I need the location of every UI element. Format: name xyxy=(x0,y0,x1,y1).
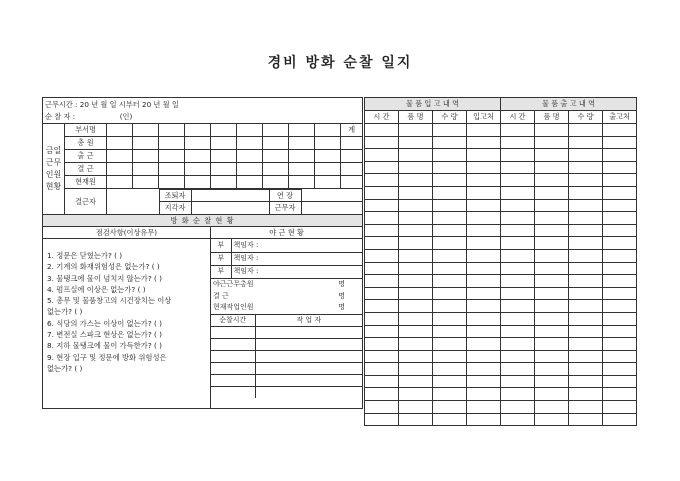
goods-cell[interactable] xyxy=(433,388,467,401)
goods-cell[interactable] xyxy=(535,413,569,426)
goods-cell[interactable] xyxy=(467,174,501,187)
check-item-5-cont[interactable]: 없는가? ( ) xyxy=(47,307,83,317)
goods-out-col-qty: 수 량 xyxy=(569,111,603,124)
goods-cell[interactable] xyxy=(535,199,569,212)
goods-cell[interactable] xyxy=(535,237,569,250)
goods-row xyxy=(365,136,637,149)
goods-row xyxy=(365,174,637,187)
absentee-label: 결근자 xyxy=(65,189,107,215)
late-label: 지각자 xyxy=(159,202,191,214)
goods-row xyxy=(365,249,637,262)
goods-cell[interactable] xyxy=(365,262,399,275)
goods-cell[interactable] xyxy=(535,212,569,225)
goods-cell[interactable] xyxy=(365,174,399,187)
goods-cell[interactable] xyxy=(399,401,433,414)
goods-cell[interactable] xyxy=(535,325,569,338)
goods-cell[interactable] xyxy=(467,287,501,300)
goods-cell[interactable] xyxy=(399,413,433,426)
goods-cell[interactable] xyxy=(569,401,603,414)
goods-cell[interactable] xyxy=(399,300,433,313)
goods-row xyxy=(365,401,637,414)
goods-cell[interactable] xyxy=(501,275,535,288)
goods-cell[interactable] xyxy=(433,275,467,288)
goods-cell[interactable] xyxy=(399,174,433,187)
goods-cell[interactable] xyxy=(399,325,433,338)
goods-cell[interactable] xyxy=(501,350,535,363)
goods-cell[interactable] xyxy=(467,136,501,149)
goods-in-col-item: 품 명 xyxy=(399,111,433,124)
goods-cell[interactable] xyxy=(433,350,467,363)
goods-cell[interactable] xyxy=(399,224,433,237)
goods-row xyxy=(365,363,637,376)
goods-cell[interactable] xyxy=(535,124,569,137)
goods-cell[interactable] xyxy=(467,199,501,212)
goods-cell[interactable] xyxy=(433,300,467,313)
check-item-1[interactable]: 1. 정문은 닫혔는가? ( ) xyxy=(47,251,123,260)
goods-cell[interactable] xyxy=(467,262,501,275)
goods-row xyxy=(365,413,637,426)
goods-row xyxy=(365,375,637,388)
goods-in-col-qty: 수 량 xyxy=(433,111,467,124)
goods-cell[interactable] xyxy=(501,287,535,300)
goods-cell[interactable] xyxy=(399,338,433,351)
goods-in-col-source: 입고처 xyxy=(467,111,501,124)
goods-cell[interactable] xyxy=(535,287,569,300)
goods-cell[interactable] xyxy=(433,149,467,162)
goods-cell[interactable] xyxy=(433,325,467,338)
goods-row xyxy=(365,161,637,174)
goods-out-col-dest: 출고처 xyxy=(603,111,637,124)
goods-cell[interactable] xyxy=(603,161,637,174)
goods-cell[interactable] xyxy=(535,363,569,376)
late-field[interactable] xyxy=(191,202,269,214)
goods-cell[interactable] xyxy=(467,212,501,225)
goods-cell[interactable] xyxy=(501,174,535,187)
goods-cell[interactable] xyxy=(535,262,569,275)
early-leave-label: 조퇴자 xyxy=(159,190,191,202)
goods-in-col-time: 시 간 xyxy=(365,111,399,124)
goods-cell[interactable] xyxy=(535,401,569,414)
goods-cell[interactable] xyxy=(603,312,637,325)
goods-cell[interactable] xyxy=(603,224,637,237)
night-current-unit: 명 xyxy=(321,302,362,314)
goods-cell[interactable] xyxy=(501,338,535,351)
goods-cell[interactable] xyxy=(603,149,637,162)
goods-cell[interactable] xyxy=(467,237,501,250)
checklist xyxy=(43,239,211,409)
night-manager-1[interactable]: 책임자 : xyxy=(231,239,362,252)
goods-cell[interactable] xyxy=(399,136,433,149)
goods-cell[interactable] xyxy=(399,161,433,174)
goods-cell[interactable] xyxy=(467,413,501,426)
goods-row xyxy=(365,338,637,351)
goods-cell[interactable] xyxy=(535,249,569,262)
on-duty-field[interactable] xyxy=(301,202,362,214)
goods-cell[interactable] xyxy=(433,262,467,275)
goods-cell[interactable] xyxy=(501,136,535,149)
goods-cell[interactable] xyxy=(569,224,603,237)
goods-cell[interactable] xyxy=(501,161,535,174)
night-dept-3: 부 xyxy=(211,265,231,278)
goods-table xyxy=(364,97,637,426)
goods-cell[interactable] xyxy=(535,186,569,199)
goods-cell[interactable] xyxy=(501,212,535,225)
goods-cell[interactable] xyxy=(433,249,467,262)
goods-cell[interactable] xyxy=(365,325,399,338)
goods-cell[interactable] xyxy=(399,388,433,401)
goods-cell[interactable] xyxy=(603,249,637,262)
night-dept-1: 부 xyxy=(211,239,231,252)
goods-cell[interactable] xyxy=(535,275,569,288)
night-dept-2: 부 xyxy=(211,252,231,265)
staff-row-current: 현재원 xyxy=(65,176,107,189)
goods-cell[interactable] xyxy=(365,237,399,250)
goods-cell[interactable] xyxy=(569,237,603,250)
goods-cell[interactable] xyxy=(365,338,399,351)
goods-cell[interactable] xyxy=(399,275,433,288)
goods-cell[interactable] xyxy=(365,363,399,376)
goods-cell[interactable] xyxy=(399,149,433,162)
goods-cell[interactable] xyxy=(603,401,637,414)
goods-cell[interactable] xyxy=(365,350,399,363)
goods-cell[interactable] xyxy=(433,186,467,199)
extended-label: 연 장 xyxy=(269,190,301,202)
goods-cell[interactable] xyxy=(603,350,637,363)
check-item-9[interactable]: 9. 현장 입구 및 정문에 방화 위험성은 xyxy=(47,352,167,362)
goods-cell[interactable] xyxy=(603,325,637,338)
goods-cell[interactable] xyxy=(535,312,569,325)
goods-cell[interactable] xyxy=(433,136,467,149)
goods-cell[interactable] xyxy=(603,388,637,401)
goods-out-col-time: 시 간 xyxy=(501,111,535,124)
goods-cell[interactable] xyxy=(433,174,467,187)
goods-cell[interactable] xyxy=(365,275,399,288)
goods-cell[interactable] xyxy=(433,401,467,414)
goods-row xyxy=(365,224,637,237)
goods-cell[interactable] xyxy=(365,249,399,262)
goods-cell[interactable] xyxy=(569,375,603,388)
goods-cell[interactable] xyxy=(603,136,637,149)
goods-cell[interactable] xyxy=(535,300,569,313)
goods-cell[interactable] xyxy=(603,287,637,300)
goods-cell[interactable] xyxy=(501,249,535,262)
goods-cell[interactable] xyxy=(535,224,569,237)
night-manager-2[interactable]: 책임자 : xyxy=(231,252,362,265)
goods-cell[interactable] xyxy=(535,375,569,388)
goods-cell[interactable] xyxy=(433,124,467,137)
goods-row xyxy=(365,312,637,325)
goods-cell[interactable] xyxy=(467,161,501,174)
goods-cell[interactable] xyxy=(467,275,501,288)
goods-cell[interactable] xyxy=(569,249,603,262)
goods-cell[interactable] xyxy=(467,124,501,137)
goods-cell[interactable] xyxy=(365,375,399,388)
goods-cell[interactable] xyxy=(399,237,433,250)
goods-cell[interactable] xyxy=(603,212,637,225)
goods-cell[interactable] xyxy=(569,287,603,300)
goods-cell[interactable] xyxy=(365,401,399,414)
night-manager-3[interactable]: 책임자 : xyxy=(231,265,362,278)
goods-cell[interactable] xyxy=(603,338,637,351)
goods-cell[interactable] xyxy=(365,287,399,300)
goods-row xyxy=(365,237,637,250)
night-current-label: 현재작업인원 xyxy=(211,302,321,314)
staff-status-label: 금일 근무 인원 현황 xyxy=(43,124,65,215)
goods-cell[interactable] xyxy=(399,186,433,199)
goods-cell[interactable] xyxy=(569,262,603,275)
on-duty-label: 근무자 xyxy=(269,202,301,214)
patroller-field[interactable] xyxy=(43,111,363,124)
night-total-label: 야근근무총원 xyxy=(213,279,254,288)
goods-cell[interactable] xyxy=(569,325,603,338)
goods-row xyxy=(365,275,637,288)
goods-row xyxy=(365,300,637,313)
goods-cell[interactable] xyxy=(365,149,399,162)
goods-cell[interactable] xyxy=(603,237,637,250)
goods-out-col-item: 품 명 xyxy=(535,111,569,124)
goods-cell[interactable] xyxy=(467,350,501,363)
goods-cell[interactable] xyxy=(467,186,501,199)
goods-cell[interactable] xyxy=(467,300,501,313)
goods-cell[interactable] xyxy=(569,338,603,351)
night-absent-label: 결 근 xyxy=(213,291,229,300)
goods-cell[interactable] xyxy=(569,124,603,137)
goods-cell[interactable] xyxy=(535,136,569,149)
goods-cell[interactable] xyxy=(535,388,569,401)
goods-cell[interactable] xyxy=(365,136,399,149)
goods-cell[interactable] xyxy=(467,338,501,351)
goods-cell[interactable] xyxy=(467,149,501,162)
work-time-field[interactable]: 근무시간 : 20 년 월 일 시부터 20 년 월 일 xyxy=(43,98,363,111)
goods-cell[interactable] xyxy=(467,325,501,338)
goods-cell[interactable] xyxy=(569,300,603,313)
goods-cell[interactable] xyxy=(569,413,603,426)
goods-cell[interactable] xyxy=(399,363,433,376)
night-status-panel xyxy=(211,239,363,409)
goods-cell[interactable] xyxy=(501,224,535,237)
goods-cell[interactable] xyxy=(501,199,535,212)
goods-rows xyxy=(365,124,637,426)
goods-cell[interactable] xyxy=(535,174,569,187)
goods-row xyxy=(365,149,637,162)
goods-cell[interactable] xyxy=(569,212,603,225)
goods-cell[interactable] xyxy=(433,237,467,250)
goods-cell[interactable] xyxy=(433,413,467,426)
goods-cell[interactable] xyxy=(433,224,467,237)
goods-cell[interactable] xyxy=(569,363,603,376)
goods-cell[interactable] xyxy=(501,388,535,401)
goods-cell[interactable] xyxy=(535,338,569,351)
goods-cell[interactable] xyxy=(399,212,433,225)
goods-cell[interactable] xyxy=(603,199,637,212)
goods-cell[interactable] xyxy=(603,262,637,275)
goods-row xyxy=(365,199,637,212)
goods-cell[interactable] xyxy=(365,224,399,237)
goods-cell[interactable] xyxy=(467,312,501,325)
goods-cell[interactable] xyxy=(365,388,399,401)
goods-cell[interactable] xyxy=(569,136,603,149)
goods-cell[interactable] xyxy=(433,338,467,351)
night-total-unit: 명 xyxy=(338,279,345,288)
patrol-time-header: 순찰시간 xyxy=(211,314,255,326)
goods-cell[interactable] xyxy=(467,224,501,237)
goods-cell[interactable] xyxy=(569,149,603,162)
goods-cell[interactable] xyxy=(603,275,637,288)
goods-row xyxy=(365,212,637,225)
goods-cell[interactable] xyxy=(399,262,433,275)
goods-cell[interactable] xyxy=(603,186,637,199)
goods-cell[interactable] xyxy=(501,186,535,199)
goods-row xyxy=(365,388,637,401)
goods-cell[interactable] xyxy=(433,161,467,174)
staff-row-attend: 출 근 xyxy=(65,150,107,163)
document-title: 경비 방화 순찰 일지 xyxy=(267,55,413,71)
goods-cell[interactable] xyxy=(535,149,569,162)
goods-cell[interactable] xyxy=(535,350,569,363)
goods-cell[interactable] xyxy=(501,149,535,162)
goods-cell[interactable] xyxy=(501,375,535,388)
goods-cell[interactable] xyxy=(569,186,603,199)
goods-cell[interactable] xyxy=(501,325,535,338)
goods-cell[interactable] xyxy=(467,363,501,376)
goods-cell[interactable] xyxy=(569,350,603,363)
goods-cell[interactable] xyxy=(467,388,501,401)
check-item-6[interactable]: 6. 식당의 가스는 이상이 없는가? ( ) xyxy=(47,318,163,328)
goods-cell[interactable] xyxy=(501,363,535,376)
goods-row xyxy=(365,186,637,199)
goods-cell[interactable] xyxy=(569,275,603,288)
check-item-8[interactable]: 8. 지하 물탱크에 물이 가득한가? ( ) xyxy=(47,341,163,351)
goods-cell[interactable] xyxy=(399,287,433,300)
check-item-3[interactable]: 3. 물탱크에 물이 넘치지 않는가? ( ) xyxy=(47,273,163,283)
goods-cell[interactable] xyxy=(569,388,603,401)
goods-cell[interactable] xyxy=(399,199,433,212)
goods-cell[interactable] xyxy=(365,212,399,225)
extended-field[interactable] xyxy=(301,190,362,202)
goods-cell[interactable] xyxy=(399,350,433,363)
check-item-4[interactable]: 4. 펌프실에 이상은 없는가? ( ) xyxy=(47,284,146,294)
goods-cell[interactable] xyxy=(365,199,399,212)
goods-cell[interactable] xyxy=(467,401,501,414)
seal-label: (인) xyxy=(119,112,133,122)
goods-cell[interactable] xyxy=(433,212,467,225)
staff-row-total: 총 원 xyxy=(65,137,107,150)
goods-cell[interactable] xyxy=(501,262,535,275)
dept-header: 부서명 xyxy=(65,124,107,137)
early-leave-field[interactable] xyxy=(191,190,269,202)
night-absent-unit: 명 xyxy=(338,291,345,300)
goods-cell[interactable] xyxy=(399,312,433,325)
goods-cell[interactable] xyxy=(467,375,501,388)
check-item-5[interactable]: 5. 총무 및 물품창고의 시건장치는 이상 xyxy=(47,296,172,306)
goods-row xyxy=(365,124,637,137)
goods-out-header: 물 품 출 고 내 역 xyxy=(501,98,637,111)
goods-cell[interactable] xyxy=(569,174,603,187)
goods-cell[interactable] xyxy=(365,124,399,137)
goods-cell[interactable] xyxy=(467,249,501,262)
goods-in-header: 물 품 입 고 내 역 xyxy=(365,98,501,111)
patroller-label: 순 찰 자 : xyxy=(45,112,76,122)
goods-cell[interactable] xyxy=(365,413,399,426)
goods-cell[interactable] xyxy=(501,413,535,426)
goods-cell[interactable] xyxy=(603,413,637,426)
check-item-9-cont[interactable]: 없는가? ( ) xyxy=(47,363,83,373)
goods-row xyxy=(365,350,637,363)
goods-cell[interactable] xyxy=(603,174,637,187)
goods-cell[interactable] xyxy=(501,401,535,414)
goods-cell[interactable] xyxy=(603,375,637,388)
staff-row-absent: 결 근 xyxy=(65,163,107,176)
goods-cell[interactable] xyxy=(603,300,637,313)
goods-cell[interactable] xyxy=(569,312,603,325)
goods-cell[interactable] xyxy=(433,375,467,388)
goods-cell[interactable] xyxy=(365,312,399,325)
goods-cell[interactable] xyxy=(433,363,467,376)
goods-cell[interactable] xyxy=(535,161,569,174)
goods-cell[interactable] xyxy=(433,312,467,325)
night-header: 야 근 현 황 xyxy=(211,227,363,239)
total-header: 계 xyxy=(341,124,363,137)
worker-header: 작 업 자 xyxy=(255,314,362,326)
goods-cell[interactable] xyxy=(399,375,433,388)
goods-cell[interactable] xyxy=(433,199,467,212)
goods-cell[interactable] xyxy=(603,124,637,137)
goods-cell[interactable] xyxy=(365,161,399,174)
goods-row xyxy=(365,287,637,300)
fire-patrol-header: 방 화 순 찰 현 황 xyxy=(43,215,363,227)
goods-cell[interactable] xyxy=(569,199,603,212)
goods-cell[interactable] xyxy=(433,287,467,300)
goods-cell[interactable] xyxy=(365,186,399,199)
goods-cell[interactable] xyxy=(603,363,637,376)
goods-cell[interactable] xyxy=(501,312,535,325)
check-item-2[interactable]: 2. 기계의 화재위험성은 없는가? ( ) xyxy=(47,262,160,272)
goods-cell[interactable] xyxy=(399,249,433,262)
goods-row xyxy=(365,325,637,338)
left-form-table xyxy=(42,97,363,409)
goods-cell[interactable] xyxy=(501,237,535,250)
goods-cell[interactable] xyxy=(569,161,603,174)
goods-cell[interactable] xyxy=(365,300,399,313)
goods-cell[interactable] xyxy=(501,300,535,313)
check-item-7[interactable]: 7. 변전실 스파크 현상은 없는가? ( ) xyxy=(47,330,163,340)
goods-row xyxy=(365,262,637,275)
goods-cell[interactable] xyxy=(399,124,433,137)
inspection-header: 점검사항(이상유무) xyxy=(43,227,211,239)
goods-cell[interactable] xyxy=(501,124,535,137)
